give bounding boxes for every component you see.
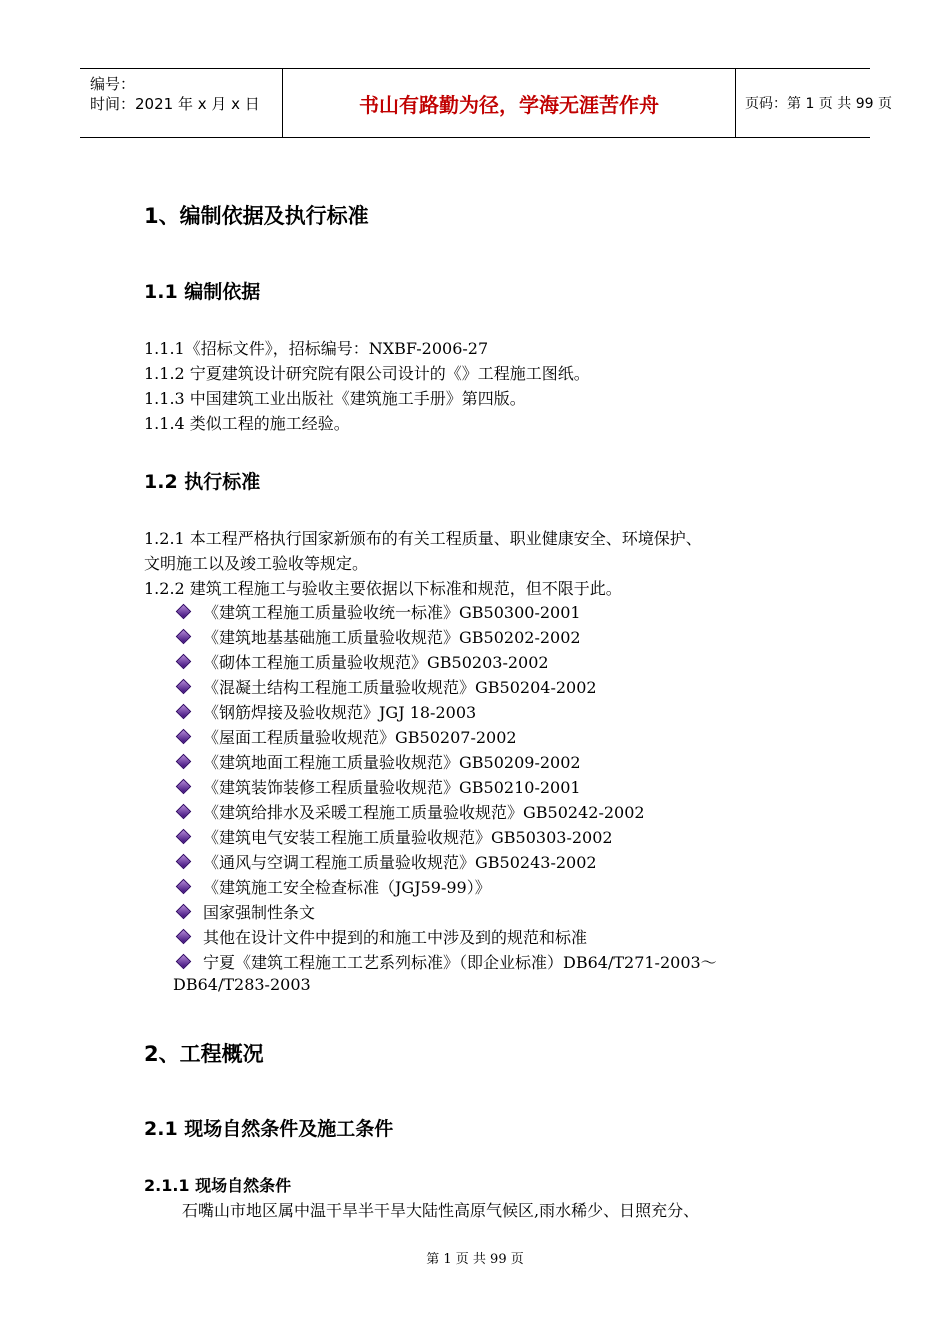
- standard-text: 《建筑地面工程施工质量验收规范》GB50209-2002: [203, 753, 581, 772]
- standard-item: [176, 675, 597, 698]
- standard-item: [176, 625, 581, 648]
- header-motto-cell: [282, 69, 736, 137]
- standard-text: 《通风与空调工程施工质量验收规范》GB50243-2002: [203, 853, 597, 872]
- standard-text: 《建筑施工安全检查标准（JGJ59-99）》: [203, 878, 491, 897]
- standard-item: [176, 950, 717, 973]
- section-2-title: 2、工程概况: [144, 1042, 264, 1066]
- standard-text: 宁夏《建筑工程施工工艺系列标准》（即企业标准）DB64/T271-2003～: [203, 953, 717, 972]
- standard-text: 《建筑电气安装工程施工质量验收规范》GB50303-2002: [203, 828, 613, 847]
- standards-intro-line-1: 1.2.1 本工程严格执行国家新颁布的有关工程质量、职业健康安全、环境保护、: [144, 529, 702, 548]
- header-motto: 书山有路勤为径，学海无涯苦作舟: [359, 92, 659, 117]
- diamond-bullet-icon: [176, 804, 192, 820]
- header-page-number: 页码：第 1 页 共 99 页: [745, 96, 892, 112]
- section-1-2-title: 1.2 执行标准: [144, 471, 261, 493]
- standards-intro-2: 1.2.2 建筑工程施工与验收主要依据以下标准和规范，但不限于此。: [144, 579, 622, 598]
- basis-item: 1.1.3 中国建筑工业出版社《建筑施工手册》第四版。: [144, 389, 526, 408]
- standard-text: 《建筑工程施工质量验收统一标准》GB50300-2001: [203, 603, 581, 622]
- standard-text: 《钢筋焊接及验收规范》JGJ 18-2003: [203, 703, 477, 722]
- diamond-bullet-icon: [176, 729, 192, 745]
- standard-item: [176, 600, 581, 623]
- section-2-1-1-title: 2.1.1 现场自然条件: [144, 1176, 292, 1195]
- basis-item: 1.1.4 类似工程的施工经验。: [144, 414, 350, 433]
- standard-text: 《建筑装饰装修工程质量验收规范》GB50210-2001: [203, 778, 581, 797]
- section-2-1-title: 2.1 现场自然条件及施工条件: [144, 1118, 394, 1140]
- basis-item: 1.1.1《招标文件》，招标编号：NXBF-2006-27: [144, 339, 489, 358]
- header-number: 编号：: [90, 75, 136, 93]
- standard-item: [176, 650, 549, 673]
- standard-item-continuation: DB64/T283-2003: [173, 975, 311, 994]
- diamond-bullet-icon: [176, 779, 192, 795]
- standard-text: 《混凝土结构工程施工质量验收规范》GB50204-2002: [203, 678, 597, 697]
- diamond-bullet-icon: [176, 829, 192, 845]
- diamond-bullet-icon: [176, 854, 192, 870]
- header-page-cell: [735, 69, 892, 137]
- diamond-bullet-icon: [176, 879, 192, 895]
- natural-conditions-text: 石嘴山市地区属中温干旱半干旱大陆性高原气候区,雨水稀少、日照充分、: [182, 1201, 700, 1220]
- page-header: [80, 68, 892, 138]
- standard-text: 《建筑地基基础施工质量验收规范》GB50202-2002: [203, 628, 581, 647]
- standard-item: [176, 875, 491, 898]
- basis-item: 1.1.2 宁夏建筑设计研究院有限公司设计的《》工程施工图纸。: [144, 364, 590, 383]
- standard-item: [176, 900, 315, 923]
- diamond-bullet-icon: [176, 754, 192, 770]
- standard-text: 《屋面工程质量验收规范》GB50207-2002: [203, 728, 517, 747]
- diamond-bullet-icon: [176, 604, 192, 620]
- standard-text: 其他在设计文件中提到的和施工中涉及到的规范和标准: [203, 928, 588, 947]
- standard-text: 《建筑给排水及采暖工程施工质量验收规范》GB50242-2002: [203, 803, 645, 822]
- page-footer: 第 1 页 共 99 页: [426, 1252, 524, 1267]
- standard-text: 国家强制性条文: [203, 903, 316, 922]
- header-time: 时间：2021 年 x 月 x 日: [90, 95, 260, 113]
- standard-item: [176, 850, 597, 873]
- diamond-bullet-icon: [176, 629, 192, 645]
- standard-item: [176, 750, 581, 773]
- standard-item: [176, 725, 517, 748]
- diamond-bullet-icon: [176, 904, 192, 920]
- diamond-bullet-icon: [176, 929, 192, 945]
- standard-text: 《砌体工程施工质量验收规范》GB50203-2002: [203, 653, 549, 672]
- standard-item: [176, 825, 613, 848]
- diamond-bullet-icon: [176, 679, 192, 695]
- standard-item: [176, 700, 476, 723]
- section-1-1-title: 1.1 编制依据: [144, 281, 261, 303]
- standard-item: [176, 925, 587, 948]
- standards-intro-line-2: 文明施工以及竣工验收等规定。: [144, 554, 369, 573]
- header-left-cell: [80, 69, 282, 137]
- section-1-title: 1、编制依据及执行标准: [144, 204, 369, 228]
- diamond-bullet-icon: [176, 654, 192, 670]
- diamond-bullet-icon: [176, 954, 192, 970]
- standard-item: [176, 775, 581, 798]
- diamond-bullet-icon: [176, 704, 192, 720]
- standard-item: [176, 800, 645, 823]
